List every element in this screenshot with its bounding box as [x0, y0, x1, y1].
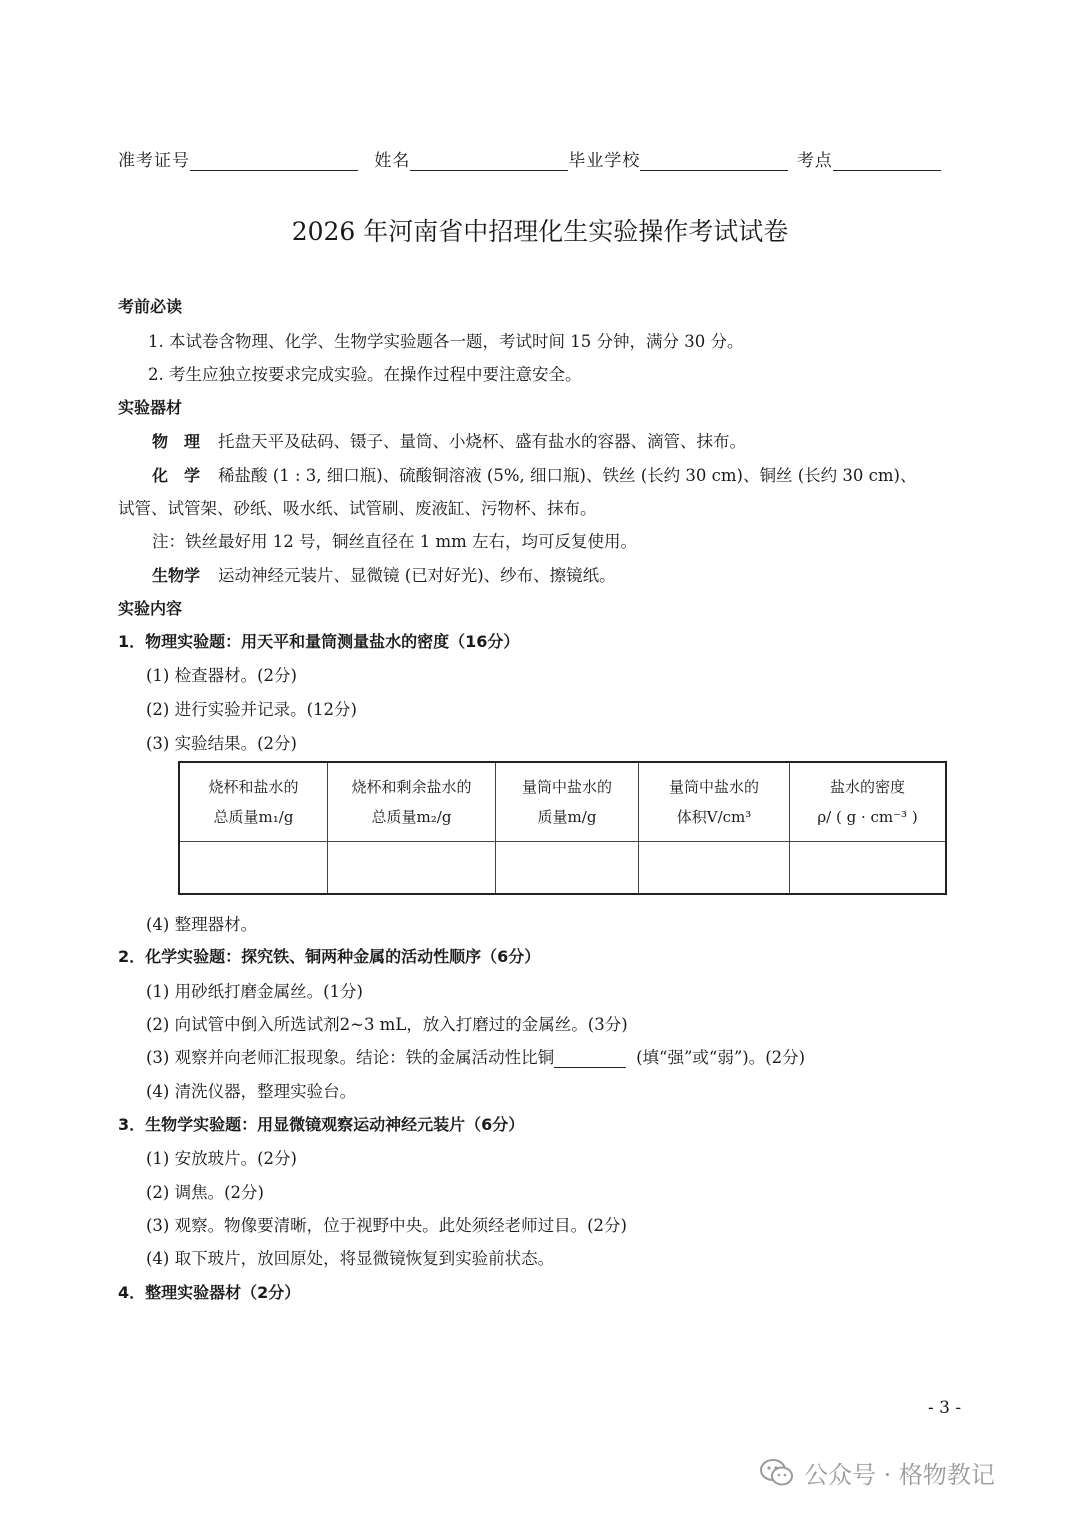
- equipment-note: 注：铁丝最好用 12 号，铜丝直径在 1 mm 左右，均可反复使用。: [152, 532, 638, 551]
- q1-step: (4) 整理器材。: [146, 915, 258, 934]
- q2-step: (1) 用砂纸打磨金属丝。(1分): [146, 982, 363, 1001]
- name-blank[interactable]: [410, 152, 568, 171]
- wechat-icon: [760, 1459, 794, 1493]
- exam-id-blank[interactable]: [190, 152, 358, 171]
- chemistry-text-cont: 试管、试管架、砂纸、吸水纸、试管刷、废液缸、污物杯、抹布。: [118, 499, 597, 518]
- result-cell-m2[interactable]: [328, 842, 496, 895]
- physics-equipment: [152, 428, 746, 452]
- chemistry-label: 化 学: [152, 466, 201, 485]
- school-label: 毕业学校: [568, 151, 641, 171]
- watermark: [760, 1455, 995, 1493]
- q1-title: 1．物理实验题：用天平和量筒测量盐水的密度（16分）: [118, 632, 520, 651]
- q3-title: 3．生物学实验题：用显微镜观察运动神经元装片（6分）: [118, 1115, 525, 1134]
- q2-step: (4) 清洗仪器，整理实验台。: [146, 1082, 357, 1101]
- result-cell-m1[interactable]: [179, 842, 328, 895]
- notice-heading: 考前必读: [118, 297, 183, 316]
- result-table-header: 量筒中盐水的 体积V/cm³: [639, 762, 790, 842]
- chemistry-text: 稀盐酸 (1 : 3, 细口瓶)、硫酸铜溶液 (5%, 细口瓶)、铁丝 (长约 30 cm)、铜丝 (长约 30 cm)、: [218, 466, 917, 485]
- page-title: 2026 年河南省中招理化生实验操作考试试卷: [291, 217, 789, 246]
- physics-label: 物 理: [152, 432, 201, 451]
- content-heading: 实验内容: [118, 599, 183, 618]
- q2-step-3: [146, 1044, 805, 1068]
- candidate-info-line: [118, 146, 941, 171]
- result-table: [178, 761, 947, 895]
- q2-step: (3) 观察并向老师汇报现象。结论：铁的金属活动性比铜: [146, 1048, 555, 1067]
- q3-step: (4) 取下玻片，放回原处，将显微镜恢复到实验前状态。: [146, 1249, 555, 1268]
- exam-id-label: 准考证号: [118, 151, 190, 171]
- notice-item: 1. 本试卷含物理、化学、生物学实验题各一题，考试时间 15 分钟，满分 30 分。: [148, 332, 744, 351]
- result-table-header: 量筒中盐水的 质量m/g: [496, 762, 639, 842]
- name-label: 姓名: [374, 151, 411, 171]
- equipment-heading: 实验器材: [118, 398, 183, 417]
- result-table-header: 烧杯和盐水的 总质量m₁/g: [179, 762, 328, 842]
- q3-step: (3) 观察。物像要清晰，位于视野中央。此处须经老师过目。(2分): [146, 1216, 627, 1235]
- biology-text: 运动神经元装片、显微镜 (已对好光)、纱布、擦镜纸。: [218, 566, 616, 585]
- result-table-header-row: [179, 762, 946, 842]
- q2-step: (2) 向试管中倒入所选试剂2~3 mL，放入打磨过的金属丝。(3分): [146, 1015, 628, 1034]
- result-table-row: [179, 842, 946, 895]
- q3-step: (2) 调焦。(2分): [146, 1183, 264, 1202]
- result-cell-rho[interactable]: [790, 842, 947, 895]
- result-cell-m[interactable]: [496, 842, 639, 895]
- chemistry-equipment: [152, 462, 916, 486]
- school-blank[interactable]: [640, 152, 788, 171]
- result-cell-v[interactable]: [639, 842, 790, 895]
- q1-step: (2) 进行实验并记录。(12分): [146, 700, 357, 719]
- site-label: 考点: [796, 151, 833, 171]
- notice-item: 2. 考生应独立按要求完成实验。在操作过程中要注意安全。: [148, 365, 582, 384]
- biology-label: 生物学: [152, 566, 201, 585]
- q3-step: (1) 安放玻片。(2分): [146, 1149, 297, 1168]
- biology-equipment: [152, 562, 616, 586]
- page-number: - 3 -: [928, 1398, 962, 1418]
- watermark-text: 公众号 · 格物教记: [804, 1461, 995, 1489]
- q2-step-suffix: (填“强”或“弱”)。(2分): [636, 1048, 806, 1067]
- q1-step: (1) 检查器材。(2分): [146, 666, 297, 685]
- result-table-header: 盐水的密度 ρ/ ( g · cm⁻³ ): [790, 762, 947, 842]
- q1-step: (3) 实验结果。(2分): [146, 734, 297, 753]
- site-blank[interactable]: [833, 152, 941, 171]
- answer-blank[interactable]: [554, 1051, 626, 1068]
- q4-title: 4．整理实验器材（2分）: [118, 1283, 301, 1302]
- result-table-header: 烧杯和剩余盐水的 总质量m₂/g: [328, 762, 496, 842]
- physics-text: 托盘天平及砝码、镊子、量筒、小烧杯、盛有盐水的容器、滴管、抹布。: [218, 432, 747, 451]
- q2-title: 2．化学实验题：探究铁、铜两种金属的活动性顺序（6分）: [118, 947, 541, 966]
